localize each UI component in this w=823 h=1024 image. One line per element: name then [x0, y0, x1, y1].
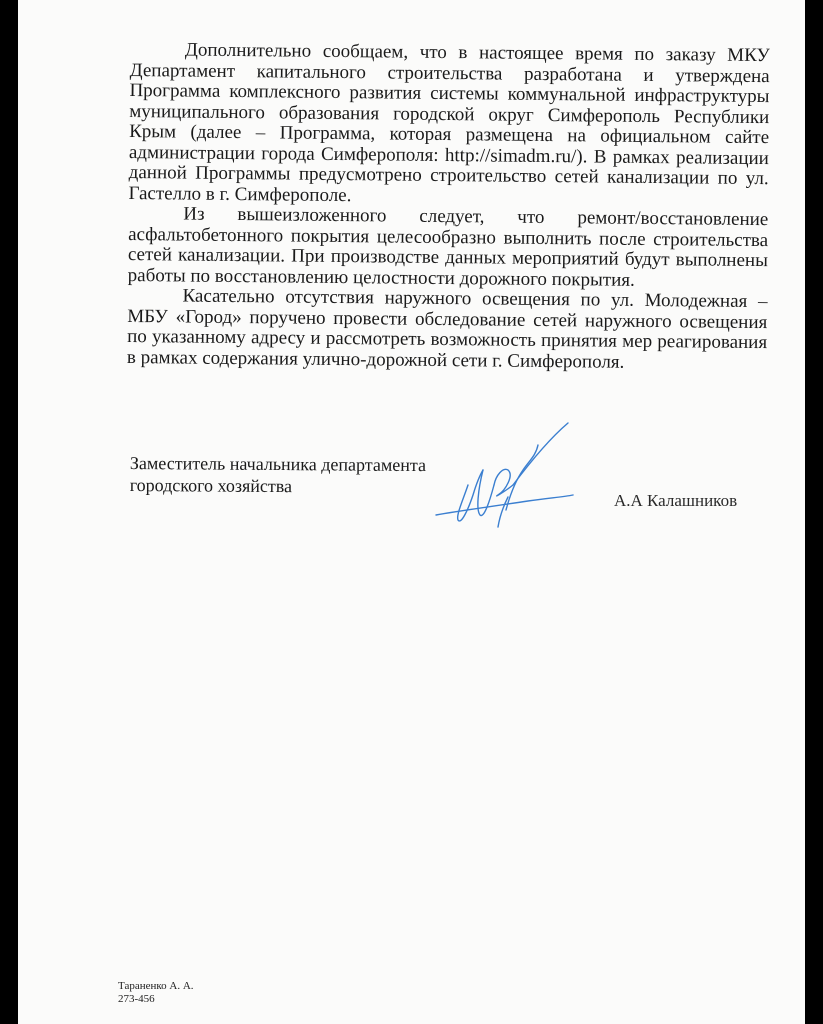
letter-body — [127, 40, 770, 374]
paragraph-repair: Из вышеизложенного следует, что ремонт/восстановление асфальтобетонного покрытия целесообразно выполнить после строительства сетей канализации. При производстве данных мероприятий будут выполнены работы по восстановлению целостности дорожного покрытия. — [127, 203, 769, 291]
signer-name: А.А Калашников — [614, 491, 738, 510]
paragraph-program: Дополнительно сообщаем, что в настоящее время по заказу МКУ Департамент капитального строительства разработана и утверждена Программа комплексного развития системы коммунальной инфраструктуры муниципального образования городской округ Симферополь Республики Крым (далее – Программа, которая размещена на официальном сайте администрации города Симферополя: http://simadm.ru/). В рамках реализации данной Программы предусмотрено строительство сетей канализации по ул. Гастелло в г. Симферополе. — [128, 39, 770, 206]
executor-footer — [118, 980, 194, 1006]
paragraph-lighting: Касательно отсутствия наружного освещения по ул. Молодежная – МБУ «Город» поручено провести обследование сетей наружного освещения по указанному адресу и рассмотреть возможность принятия мер реагирования в рамках содержания улично-дорожной сети г. Симферополя. — [126, 285, 768, 373]
executor-name: Тараненко А. А. — [118, 980, 194, 992]
executor-phone: 273-456 — [118, 993, 155, 1005]
document-page — [18, 0, 805, 1024]
signer-position-line1: Заместитель начальника департамента — [129, 452, 427, 476]
handwritten-signature — [428, 415, 588, 535]
signer-position-line2: городского хозяйства — [129, 474, 293, 497]
signer-position — [130, 452, 426, 498]
